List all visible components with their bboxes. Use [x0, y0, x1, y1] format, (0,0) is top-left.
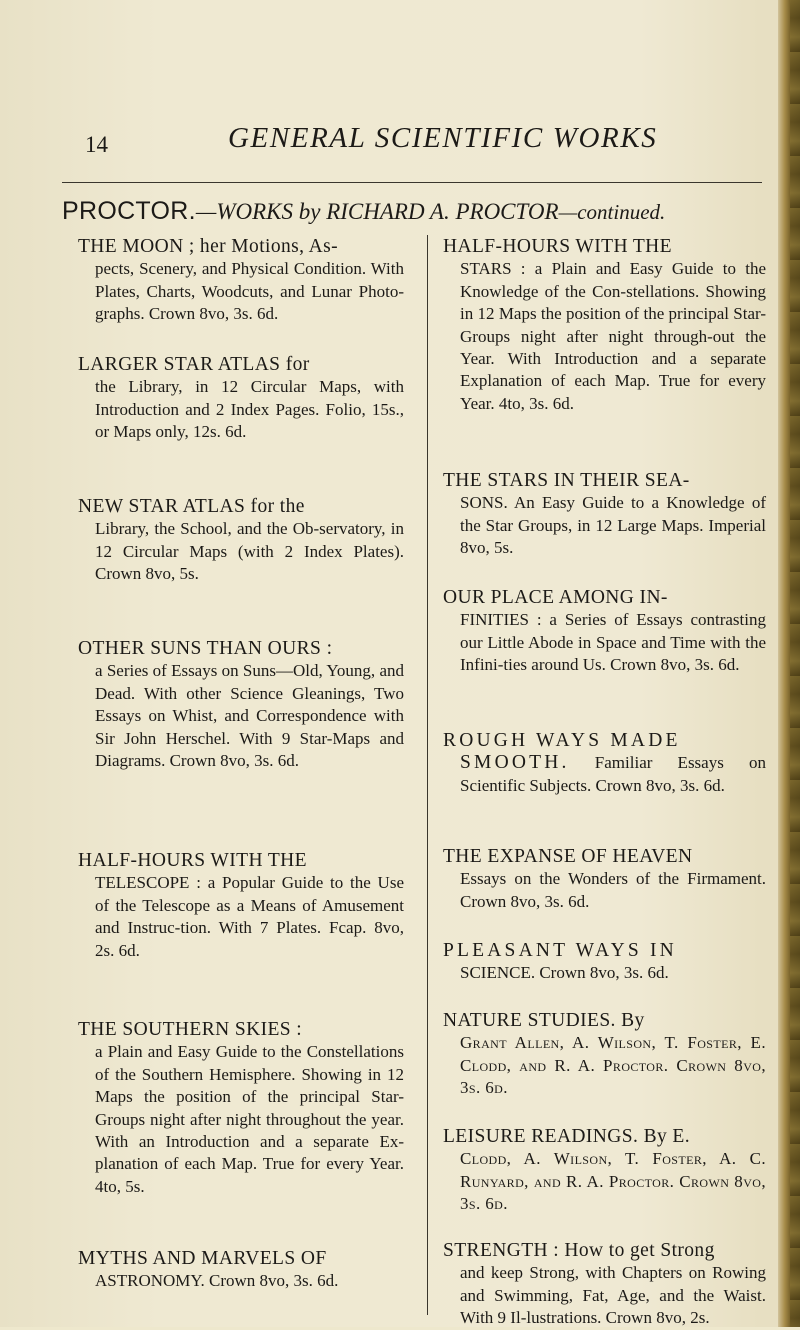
section-works-by: —WORKS by RICHARD A. PROCTOR [195, 199, 559, 224]
catalog-entry [78, 236, 404, 326]
entry-title: NEW STAR ATLAS for the [78, 496, 305, 517]
catalog-entry [443, 587, 766, 677]
entry-body: a Plain and Easy Guide to the Constellations of the Southern Hemisphere. Showing in 12 Maps the position of the principal Star-Groups night after night throughout the year. With an Introduction and a separate Ex-planation of each Map. True for every Year. 4to, 5s. [95, 1042, 404, 1196]
entry-body: the Library, in 12 Circular Maps, with Introduction and 2 Index Pages. Folio, 15s., or Maps only, 12s. 6d. [95, 377, 404, 442]
catalog-entry [443, 846, 766, 913]
column-divider [427, 235, 428, 1315]
entry-title-continued: SMOOTH. [460, 752, 570, 774]
catalog-entry [443, 1010, 766, 1100]
entry-body: SCIENCE. Crown 8vo, 3s. 6d. [460, 963, 669, 983]
entry-body: STARS : a Plain and Easy Guide to the Knowledge of the Con-stellations. Showing in 12 Maps the position of the principal Star-Groups night after night through-out the Year. With Introduction and a separate Explanation of each Map. True for every Year. 4to, 3s. 6d. [460, 259, 766, 413]
entry-body: Essays on the Wonders of the Firmament. Crown 8vo, 3s. 6d. [460, 869, 766, 911]
catalog-entry [78, 1248, 404, 1293]
entry-title: THE EXPANSE OF HEAVEN [443, 846, 693, 867]
entry-body: and keep Strong, with Chapters on Rowing and Swimming, Fat, Age, and the Waist. With 9 Il-lustrations. Crown 8vo, 2s. [460, 1263, 766, 1328]
entry-title: STRENGTH : How to get Strong [443, 1240, 715, 1261]
entry-body: Clodd, A. Wilson, T. Foster, A. C. Runyard, and R. A. Proctor. Crown 8vo, 3s. 6d. [460, 1149, 766, 1214]
entry-body: Grant Allen, A. Wilson, T. Foster, E. Clodd, and R. A. Proctor. Crown 8vo, 3s. 6d. [460, 1033, 766, 1098]
header-rule [62, 182, 762, 183]
entry-title: ROUGH WAYS MADE [443, 730, 681, 751]
entry-title: OUR PLACE AMONG IN- [443, 587, 668, 608]
catalog-entry [78, 496, 404, 586]
catalog-entry [443, 1240, 766, 1330]
catalog-entry [443, 236, 766, 415]
entry-title: MYTHS AND MARVELS OF [78, 1248, 327, 1269]
entry-title: PLEASANT WAYS IN [443, 940, 677, 961]
entry-title: OTHER SUNS THAN OURS : [78, 638, 333, 659]
catalog-entry [443, 470, 766, 560]
entry-title: HALF-HOURS WITH THE [78, 850, 307, 871]
entry-title: THE STARS IN THEIR SEA- [443, 470, 690, 491]
entry-title: LARGER STAR ATLAS for [78, 354, 310, 375]
catalog-entry [78, 638, 404, 772]
entry-body: FINITIES : a Series of Essays contrasting our Little Abode in Space and Time with the Infini-ties around Us. Crown 8vo, 3s. 6d. [460, 610, 766, 675]
catalog-entry [78, 354, 404, 444]
entry-body: pects, Scenery, and Physical Condition. With Plates, Charts, Woodcuts, and Lunar Photo-graphs. Crown 8vo, 3s. 6d. [95, 259, 404, 324]
entry-body: a Series of Essays on Suns—Old, Young, and Dead. With other Science Gleanings, Two Essays on Whist, and Correspondence with Sir John Herschel. With 9 Star-Maps and Diagrams. Crown 8vo, 3s. 6d. [95, 661, 404, 771]
section-heading [62, 197, 762, 226]
page-number: 14 [85, 132, 108, 157]
catalog-entry [443, 940, 766, 985]
entry-body: SONS. An Easy Guide to a Knowledge of the Star Groups, in 12 Large Maps. Imperial 8vo, 5s. [460, 493, 766, 558]
catalog-entry [78, 1019, 404, 1198]
entry-body: Library, the School, and the Ob-servatory, in 12 Circular Maps (with 2 Index Plates). Crown 8vo, 5s. [95, 519, 404, 584]
entry-body: Familiar Essays on Scientific Subjects. Crown 8vo, 3s. 6d. [460, 753, 766, 795]
entry-body: TELESCOPE : a Popular Guide to the Use of the Telescope as a Means of Amusement and Instruc-tion. With 7 Plates. Fcap. 8vo, 2s. 6d. [95, 873, 404, 960]
running-head: GENERAL SCIENTIFIC WORKS [228, 122, 658, 154]
entry-title: NATURE STUDIES. By [443, 1010, 645, 1031]
section-continued: —continued. [558, 200, 666, 224]
entry-title: LEISURE READINGS. By E. [443, 1126, 690, 1147]
entry-title: THE MOON ; her Motions, As- [78, 236, 338, 257]
entry-title: THE SOUTHERN SKIES : [78, 1019, 303, 1040]
entry-title: HALF-HOURS WITH THE [443, 236, 672, 257]
binding-texture [790, 0, 800, 1327]
catalog-entry [78, 850, 404, 962]
section-author: PROCTOR. [62, 197, 196, 225]
catalog-entry [443, 730, 766, 797]
entry-body: ASTRONOMY. Crown 8vo, 3s. 6d. [95, 1271, 339, 1291]
catalog-entry [443, 1126, 766, 1216]
